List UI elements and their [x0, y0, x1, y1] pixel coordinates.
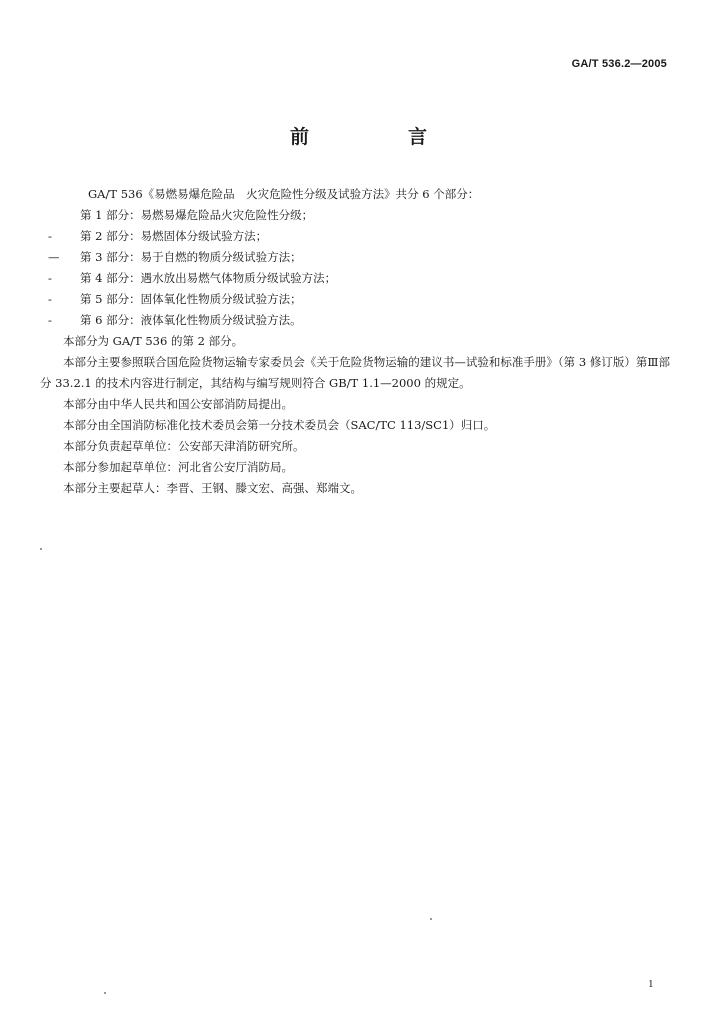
list-bullet: -: [48, 229, 52, 243]
list-item: [40, 310, 670, 331]
paragraph: 本部分负责起草单位：公安部天津消防研究所。: [63, 439, 305, 453]
list-item: [40, 289, 670, 310]
intro-line: GA/T 536《易燃易爆危险品 火灾危险性分级及试验方法》共分 6 个部分：: [88, 187, 480, 201]
scan-speck: [40, 548, 42, 550]
scan-speck: [104, 992, 106, 994]
paragraph: 本部分为 GA/T 536 的第 2 部分。: [63, 334, 244, 348]
page-title: 前 言: [289, 126, 467, 148]
list-item: [40, 268, 670, 289]
list-bullet: -: [48, 292, 52, 306]
paragraph: 本部分参加起草单位：河北省公安厅消防局。: [63, 460, 293, 474]
list-item-text: 第 1 部分：易燃易爆危险品火灾危险性分级；: [80, 208, 314, 222]
list-bullet: -: [48, 313, 52, 327]
standard-code: GA/T 536.2—2005: [571, 58, 667, 70]
list-item-text: 第 3 部分：易于自燃的物质分级试验方法；: [80, 250, 302, 264]
scan-speck: [430, 918, 432, 920]
list-bullet: [40, 205, 80, 226]
list-item: [40, 226, 670, 247]
list-item: [40, 205, 670, 226]
list-bullet: -: [48, 271, 52, 285]
list-item-text: 第 6 部分：液体氧化性物质分级试验方法。: [80, 313, 302, 327]
paragraph: 本部分主要起草人：李晋、王钢、滕文宏、高强、郑端文。: [63, 481, 362, 495]
foreword-body: [40, 184, 670, 499]
paragraph: 本部分由全国消防标准化技术委员会第一分技术委员会（SAC/TC 113/SC1）归口。: [63, 418, 496, 432]
list-item-text: 第 5 部分：固体氧化性物质分级试验方法；: [80, 292, 302, 306]
list-bullet: —: [48, 250, 60, 264]
paragraph: 本部分主要参照联合国危险货物运输专家委员会《关于危险货物运输的建议书—试验和标准手册》（第 3 修订版）第Ⅲ部分 33.2.1 的技术内容进行制定，其结构与编写规则符合 GB/T 1.1—2000 的规定。: [40, 355, 670, 390]
list-item-text: 第 4 部分：遇水放出易燃气体物质分级试验方法；: [80, 271, 337, 285]
list-item: [40, 247, 670, 268]
page-number: 1: [648, 978, 654, 990]
paragraph: 本部分由中华人民共和国公安部消防局提出。: [63, 397, 293, 411]
list-item-text: 第 2 部分：易燃固体分级试验方法；: [80, 229, 268, 243]
